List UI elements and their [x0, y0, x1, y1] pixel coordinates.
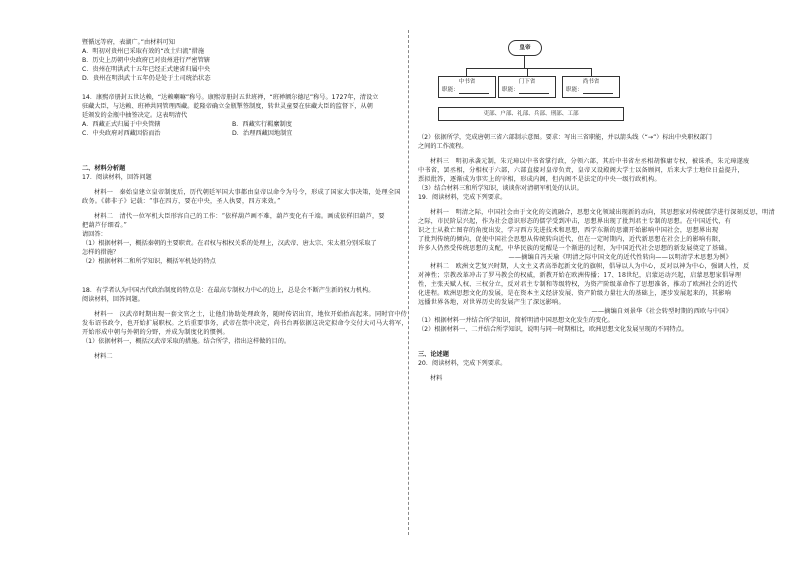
q14-option-d: D．治理西藏因地制宜 — [232, 130, 293, 137]
q19-material-2-line-3: 性，主张天赋人权、三权分立，反对君主专制和等级特权，为资产阶级革命作了思想准备，推动了欧洲社会的近代 — [418, 281, 738, 288]
q17-material-2-line-1: 材料二 清代一位军机大臣形容自己的工作：“依样葫芦画不难，葫芦变化有千端。画成依样旧葫芦，要 — [94, 213, 385, 220]
q17-material-1-line-1: 材料一 秦始皇建立皇帝制度后，历代朝廷军国大事都由皇帝以命令为号令，形成了国家大事决策，处理全国 — [94, 189, 401, 196]
office-name: 门下省 — [518, 79, 536, 85]
diagram-six-ministries: 吏部、户部、礼部、兵部、刑部、工部 — [438, 107, 624, 121]
q13-option-b: B．历史上历朝中央政府已对贵州进行严密管辖 — [82, 57, 210, 64]
q18-material-2-label: 材料二 — [94, 353, 113, 360]
q19-material-2-line-4: 化进程。欧洲思想文化的发展，是在资本主义经济发展、资产阶级力量壮大的基础上，逐步发展起来的，其影响 — [418, 290, 731, 297]
diagram-office-zhongshu — [438, 76, 496, 98]
q18-material-1-line-3: 开始形成中朝与外朝的分野，并成为制度化的惯例。 — [82, 329, 229, 336]
q19-material-2-line-5: 远播世界各地，对世界历史的发展产生了深远影响。 — [418, 299, 565, 306]
q14-option-a: A．西藏正式归属于中央管辖 — [82, 121, 161, 128]
q14-option-b: B．西藏实行羁縻制度 — [232, 121, 292, 128]
q18-material-3-line-2: 中书省，罢丞相，分相权于六部，六部直接对皇帝负责，皇帝又设殿阁大学士以备顾问，后来大学士地位日益提升， — [418, 167, 744, 174]
right-column — [418, 38, 775, 383]
q17-q1-line-2: 怎样的措施？ — [82, 249, 120, 256]
diagram-emperor: 皇帝 — [508, 40, 542, 56]
q19-material-2-line-2: 对神性；宗教改革冲击了罗马教会的权威，新教开始在欧洲传播；17、18世纪，启蒙运动兴起，启蒙思想家倡导理 — [418, 272, 742, 279]
duty-label: 职能： — [442, 87, 459, 93]
office-duty — [442, 86, 492, 94]
diagram-office-shangshu — [562, 76, 620, 98]
q19-material-1-line-2: 之际，市民阶层兴起，作为社会意识形态的儒学受到冲击，思想界出现了批判君主专制的思想。在中国近代，有 — [418, 218, 731, 225]
q19-citation-1: ——摘编自冯天瑜《明清之际中国文化的近代性转向——以明清学术思想为例》 — [508, 254, 732, 261]
diagram-office-menxia — [498, 76, 556, 98]
q18-head-line-2: 阅读材料，回答问题。 — [82, 296, 144, 303]
q13-option-c: C．贵州在明洪武十五年已经正式建省归属中央 — [82, 66, 211, 73]
duty-blank[interactable] — [583, 88, 613, 94]
q18-material-3-line-1: 材料三 明初承袭元制，朱元璋以中书省掌行政，分领六部，其后中书省左丞相胡惟庸专权，被诛杀，朱元璋遂废 — [430, 158, 750, 165]
q17-q2: （2）根据材料二和所学知识，概括军机处的特点 — [82, 258, 216, 265]
q14-option-c: C．中央政府对西藏因俗而治 — [82, 130, 161, 137]
q19-material-2-line-1: 材料二 欧洲文艺复兴时期，人文主义者高举起新文化的旗帜，倡导以人为中心，反对以神为中心，强调人性，反 — [430, 263, 750, 270]
q17-head: 17．阅读材料，回答问题 — [82, 174, 152, 181]
office-duty — [502, 86, 552, 94]
office-name: 中书省 — [458, 79, 476, 85]
q19-q2: （2）根据材料一、二并结合所学知识，说明与同一时期相比，欧洲思想文化发展呈现的不同特点。 — [418, 326, 688, 333]
q13-option-a: A．明初对贵州已采取有效的“改土归流”措施 — [82, 48, 205, 55]
q20-head: 20．阅读材料，完成下列要求。 — [418, 360, 507, 367]
q19-material-1-line-1: 材料一 明清之际，中国社会由于文化的交流融合，思想文化领域出现新的动向，其思想家对传统儒学进行深刻反思，明清 — [430, 209, 775, 216]
q19-citation-2: ——摘编自刘景华《社会转型时期的西欧与中国》 — [591, 308, 732, 315]
q14-options-row-2 — [82, 129, 400, 138]
duty-blank[interactable] — [459, 88, 489, 94]
diagram-connector-right — [591, 68, 592, 76]
section-2-title: 二、材料分析题 — [82, 165, 126, 172]
column-divider — [408, 30, 409, 535]
q14-line-1: 14．康熙帝册封五世达赖，“达赖喇嘛”称号。康熙帝册封五世班禅，“班禅额尔德尼”称号。1727年，清设立 — [82, 94, 379, 101]
q19-head: 19．阅读材料，完成下列要求。 — [418, 194, 507, 201]
office-duty — [566, 86, 616, 94]
section-3-title: 三、论述题 — [418, 351, 449, 358]
q18-q2-line-2: 之间的工作流程。 — [418, 143, 468, 150]
duty-label: 职能： — [566, 87, 583, 93]
q18-q3: （3）结合材料三和所学知识，谈谈你对清朝军机处的认识。 — [418, 185, 583, 192]
duty-label: 职能： — [502, 87, 519, 93]
q18-material-3-line-3: 票拟批答，逐渐成为事实上的宰相，形成内阁，但内阁不是法定的中央一级行政机构。 — [418, 176, 661, 183]
q18-q1: （1）依据材料一，概括汉武帝采取的措施。结合所学，指出这样做的目的。 — [82, 338, 291, 345]
left-column — [82, 38, 408, 361]
q14-line-2: 驻藏大臣，与达赖、班禅共同管理西藏。乾隆帝确立金瓶掣签制度，转世灵童要在驻藏大臣的监督下，从朝 — [82, 103, 373, 110]
duty-blank[interactable] — [519, 88, 549, 94]
q13-option-d: D．贵州在明洪武十五年仍是处于土司统治状态 — [82, 75, 211, 82]
q14-options-row-1 — [82, 120, 400, 129]
q17-ask: 请回答： — [82, 231, 107, 238]
q20-material-label: 材料 — [430, 375, 443, 382]
q19-material-1-line-5: 许多人仍然受传统思想的支配，中华民族的觉醒是一个渐进的过程，为中国近代社会思想的新发展奠定了基础。 — [418, 245, 731, 252]
q14-line-3: 廷颁发的金瓶中抽签决定。这表明清代 — [82, 112, 188, 119]
office-name: 尚书省 — [582, 79, 600, 85]
q19-q1: （1）根据材料一并结合所学知识，简析明清中国思想文化发生的变化。 — [418, 317, 614, 324]
q18-q2-line-1: （2）依据所学，完成唐朝三省六部制示意图。要求：写出三省职能，并以箭头线（“→”）标出中央职权部门 — [418, 134, 712, 141]
q18-material-1-line-2: 发布诏书政令，也开始扩展职权。之后重要事务，武帝在禁中决定，尚书台再依据这决定拟命令交付大司马大将军， — [82, 320, 408, 327]
three-departments-diagram — [418, 38, 736, 133]
diagram-connector-left — [466, 68, 467, 76]
q17-material-1-line-2: 政务。《韩非子》记载：“事在四方，要在中央，圣人执要，四方来效。” — [82, 198, 281, 205]
q19-material-1-line-3: 识之士从救亡图存的角度出发，学习西方先进技术和思想，西学东渐的思潮开始影响中国社会，思想界出现 — [418, 227, 719, 234]
diagram-connector-middle — [527, 68, 528, 76]
diagram-connector-vertical — [524, 56, 525, 68]
q13-tail: 暨循远等府，表湖广。”由材料可知 — [82, 39, 175, 46]
diagram-connector-horizontal — [466, 68, 592, 69]
q17-q1-line-1: （1）根据材料一，概括秦朝的主要职责。在君权与相权关系的处理上，汉武帝、唐太宗、宋太祖分别采取了 — [82, 240, 377, 247]
q18-material-1-line-1: 材料一 汉武帝时期出现一套文官之士，让他们协助处理政务，随时传诏出宫，地位开始抬高起来。同时宫中侍 — [94, 311, 407, 318]
q17-material-2-line-2: 把葫芦仔细看。” — [82, 222, 127, 229]
q18-head-line-1: 18．有学者认为中国古代政治制度的特点是：在最高专制权力中心的边上，总是会不断产生新的权力机构。 — [82, 287, 375, 294]
q19-material-1-line-4: 了批判传统的倾向，促使中国社会思想从传统转向近代，但在一定时期内，近代新思想在社会上的影响有限， — [418, 236, 725, 243]
